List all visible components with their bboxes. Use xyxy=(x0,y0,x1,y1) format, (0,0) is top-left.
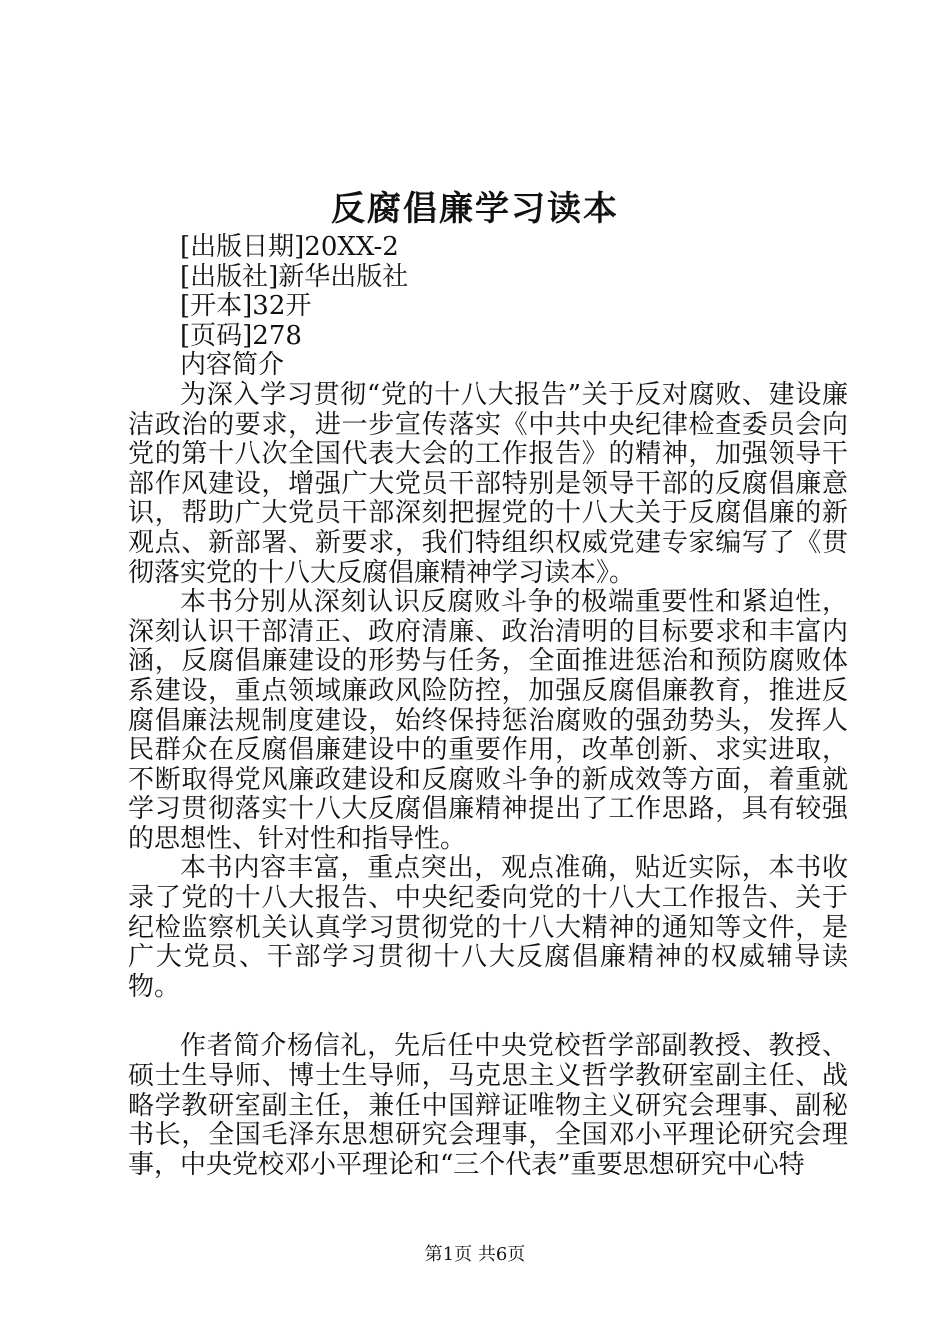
publish-date: [出版日期]20XX-2 xyxy=(180,232,399,262)
document-title: 反腐倡廉学习读本 xyxy=(331,189,619,229)
publisher: [出版社]新华出版社 xyxy=(180,261,409,292)
page-count: [页码]278 xyxy=(180,320,302,351)
paragraph-spacer xyxy=(128,1002,848,1032)
author-paragraph: 作者简介杨信礼，先后任中央党校哲学部副教授、教授、硕士生导师、博士生导师，马克思主义哲学教研室副主任、战略学教研室副主任，兼任中国辩证唯物主义研究会理事、副秘书长，全国毛泽东思想研究会理事，全国邓小平理论研究会理事，中央党校邓小平理论和“三个代表”重要思想研究中心特 xyxy=(128,1031,848,1180)
summary-heading: 内容简介 xyxy=(180,350,285,381)
book-format: [开本]32开 xyxy=(180,291,312,322)
page-footer: 第1页 共6页 xyxy=(424,1244,526,1265)
summary-paragraph-1: 为深入学习贯彻“党的十八大报告”关于反对腐败、建设廉洁政治的要求，进一步宣传落实《中共中央纪律检查委员会向党的第十八次全国代表大会的工作报告》的精神，加强领导干部作风建设，增强广大党员干部特别是领导干部的反腐倡廉意识，帮助广大党员干部深刻把握党的十八大关于反腐倡廉的新观点、新部署、新要求，我们特组织权威党建专家编写了《贯彻落实党的十八大反腐倡廉精神学习读本》。 xyxy=(128,379,848,588)
summary-paragraph-3: 本书内容丰富，重点突出，观点准确，贴近实际，本书收录了党的十八大报告、中央纪委向党的十八大工作报告、关于纪检监察机关认真学习贯彻党的十八大精神的通知等文件，是广大党员、干部学习贯彻十八大反腐倡廉精神的权威辅导读物。 xyxy=(128,853,848,1002)
document-body xyxy=(128,233,848,1180)
summary-paragraph-2: 本书分别从深刻认识反腐败斗争的极端重要性和紧迫性，深刻认识干部清正、政府清廉、政治清明的目标要求和丰富内涵，反腐倡廉建设的形势与任务，全面推进惩治和预防腐败体系建设，重点领域廉政风险防控，加强反腐倡廉教育，推进反腐倡廉法规制度建设，始终保持惩治腐败的强劲势头，发挥人民群众在反腐倡廉建设中的重要作用，改革创新、求实进取，不断取得党风廉政建设和反腐败斗争的新成效等方面，着重就学习贯彻落实十八大反腐倡廉精神提出了工作思路，具有较强的思想性、针对性和指导性。 xyxy=(128,587,848,854)
